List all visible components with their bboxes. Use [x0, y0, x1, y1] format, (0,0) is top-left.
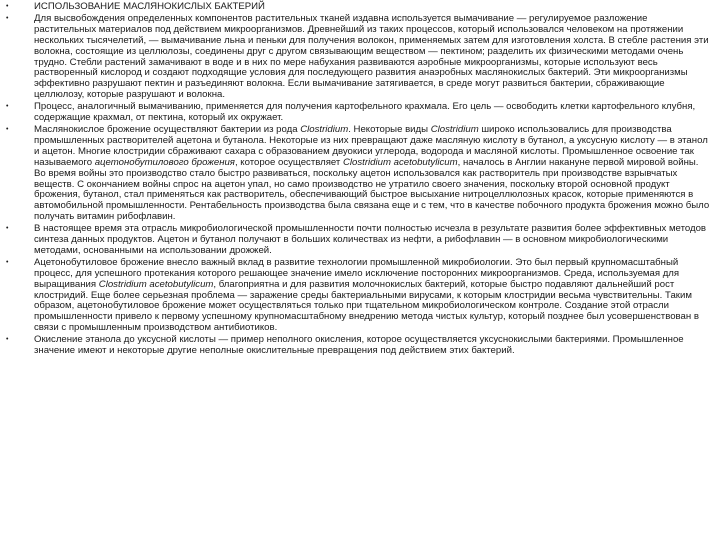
text-run: , которое осуществляет: [234, 156, 343, 168]
text-run: , началось в Англии накануне первой мировой войны. Во время войны это производство стало быстро развиваться, поскольку ацетон использовался как растворитель при производстве взрывчатых веществ. С окончанием войны спрос на ацетон упал, но само производство не утратило своего значения, поскольку второй основной продукт брожения, бутанол, стал применяться как растворитель, обеспечивающий быстрое высыхание нитроцеллюлозных красок, которые применяются в автомобильной промышленности. Рентабельность производства была связана еще и с тем, что в качестве побочного продукта брожения можно было получать витамин рибофлавин.: [34, 156, 710, 223]
bullet-icon: •: [6, 225, 9, 233]
text-run: , благоприятна и для развития молочнокислых бактерий, которые быстро подавляют дальнейший рост клостридий. Еще более серьезная проблема — заражение среды бактериальными вирусами, к которым клостридии весьма чувствительны. Таким образом, ацетонобутиловое брожение может осуществляться только при тщательном микробиологическом контроле. Создание этой отрасли промышленности привело к первому успешному крупномасштабному внедрению метода чистых культур, который позднее был усовершенствован в связи с промышленным производством антибиотиков.: [34, 278, 699, 334]
bullet-icon: •: [6, 336, 9, 344]
paragraph-ethanol-oxidation: [34, 335, 710, 357]
bullet-icon: •: [6, 3, 9, 10]
text-run: Для высвобождения определенных компонентов растительных тканей издавна используется вымачивание — регулируемое разложение растительных материалов под действием микроорганизмов. Древнейший из таких процессов, который использовался человеком на протяжении нескольких тысячелетий, — вымачивание льна и пеньки для получения волокон, применяемых затем для изготовления холста. В стебле растения эти волокна, состоящие из целлюлозы, соединены друг с другом связывающим веществом — пектином; разделить их физическими методами очень трудно. Стебли растений замачивают в воде и в них по мере набухания развиваются аэробные микроорганизмы, которые используют весь растворенный кислород и создают подходящие условия для последующего развития анаэробных маслянокислых бактерий. Эти микроорганизмы эффективно разрушают пектин и разъединяют волокна. Если вымачивание затягивается, в среде могут развиться бактерии, сбраживающие целлюлозу, которые разрушают и волокна.: [34, 12, 709, 101]
section-title: [34, 2, 710, 13]
text-run: Маслянокислое брожение осуществляют бактерии из рода: [34, 123, 301, 135]
italic-term: Clostridium acetobutylicum: [98, 278, 214, 290]
bullet-icon: •: [6, 14, 9, 22]
text-run: широко использовались для производства промышленных растворителей ацетона и бутанола. Некоторые из них превращают даже масляную кислоту в бутанол, а уксусную кислоту — в этанол и ацетон. Многие клостридии сбраживают сахара с образованием двуокиси углерода, водорода и масляной кислоты. Промышленное освоение так называемого: [34, 123, 708, 168]
text-run: ИСПОЛЬЗОВАНИЕ МАСЛЯНОКИСЛЫХ БАКТЕРИЙ: [34, 1, 265, 12]
text-run: В настоящее время эта отрасль микробиологической промышленности почти полностью исчезла в результате развития более эффективных методов синтеза данных продуктов. Ацетон и бутанол получают в больших количествах из нефти, а рибофлавин — в основном микробиологическими методами, основанными на использовании дрожжей.: [34, 223, 707, 256]
italic-term: Clostridium acetobutylicum: [342, 156, 458, 168]
paragraph-industry-decline: [34, 224, 710, 257]
text-run: Процесс, аналогичный вымачиванию, применяется для получения картофельного крахмала. Его цель — освободить клетки картофельного клубня, содержащие крахмал, от пектина, который их окружает.: [34, 101, 696, 124]
italic-term: Clostridium: [430, 123, 479, 135]
bullet-icon: •: [6, 125, 9, 133]
list-item: [6, 2, 710, 13]
list-item: [6, 14, 710, 101]
text-run: . Некоторые виды: [348, 123, 431, 135]
text-run: Окисление этанола до уксусной кислоты — пример неполного окисления, которое осуществляется уксуснокислыми бактериями. Промышленное значение имеют и некоторые другие неполные окислительные превращения под действием этих бактерий.: [34, 334, 684, 357]
italic-term: Clostridium: [300, 123, 349, 135]
list-item: [6, 335, 710, 357]
paragraph-butyric-fermentation: [34, 125, 710, 223]
list-item: [6, 125, 710, 223]
list-item: [6, 102, 710, 124]
list-item: [6, 258, 710, 334]
bullet-icon: •: [6, 103, 9, 111]
bullet-icon: •: [6, 258, 9, 266]
text-run: Ацетонобутиловое брожение внесло важный вклад в развитие технологии промышленной микробиологии. Это был первый крупномасштабный процесс, для успешного протекания которого решающее значение имело исключение посторонних микроорганизмов. Среда, используемая для выращивания: [34, 256, 680, 290]
paragraph-retting: [34, 14, 710, 101]
paragraph-potato-starch: [34, 102, 710, 124]
list-item: [6, 224, 710, 257]
bullet-list: [6, 2, 710, 357]
italic-term: ацетонобутилового брожения: [94, 156, 235, 168]
paragraph-acetone-butanol: [34, 258, 710, 334]
